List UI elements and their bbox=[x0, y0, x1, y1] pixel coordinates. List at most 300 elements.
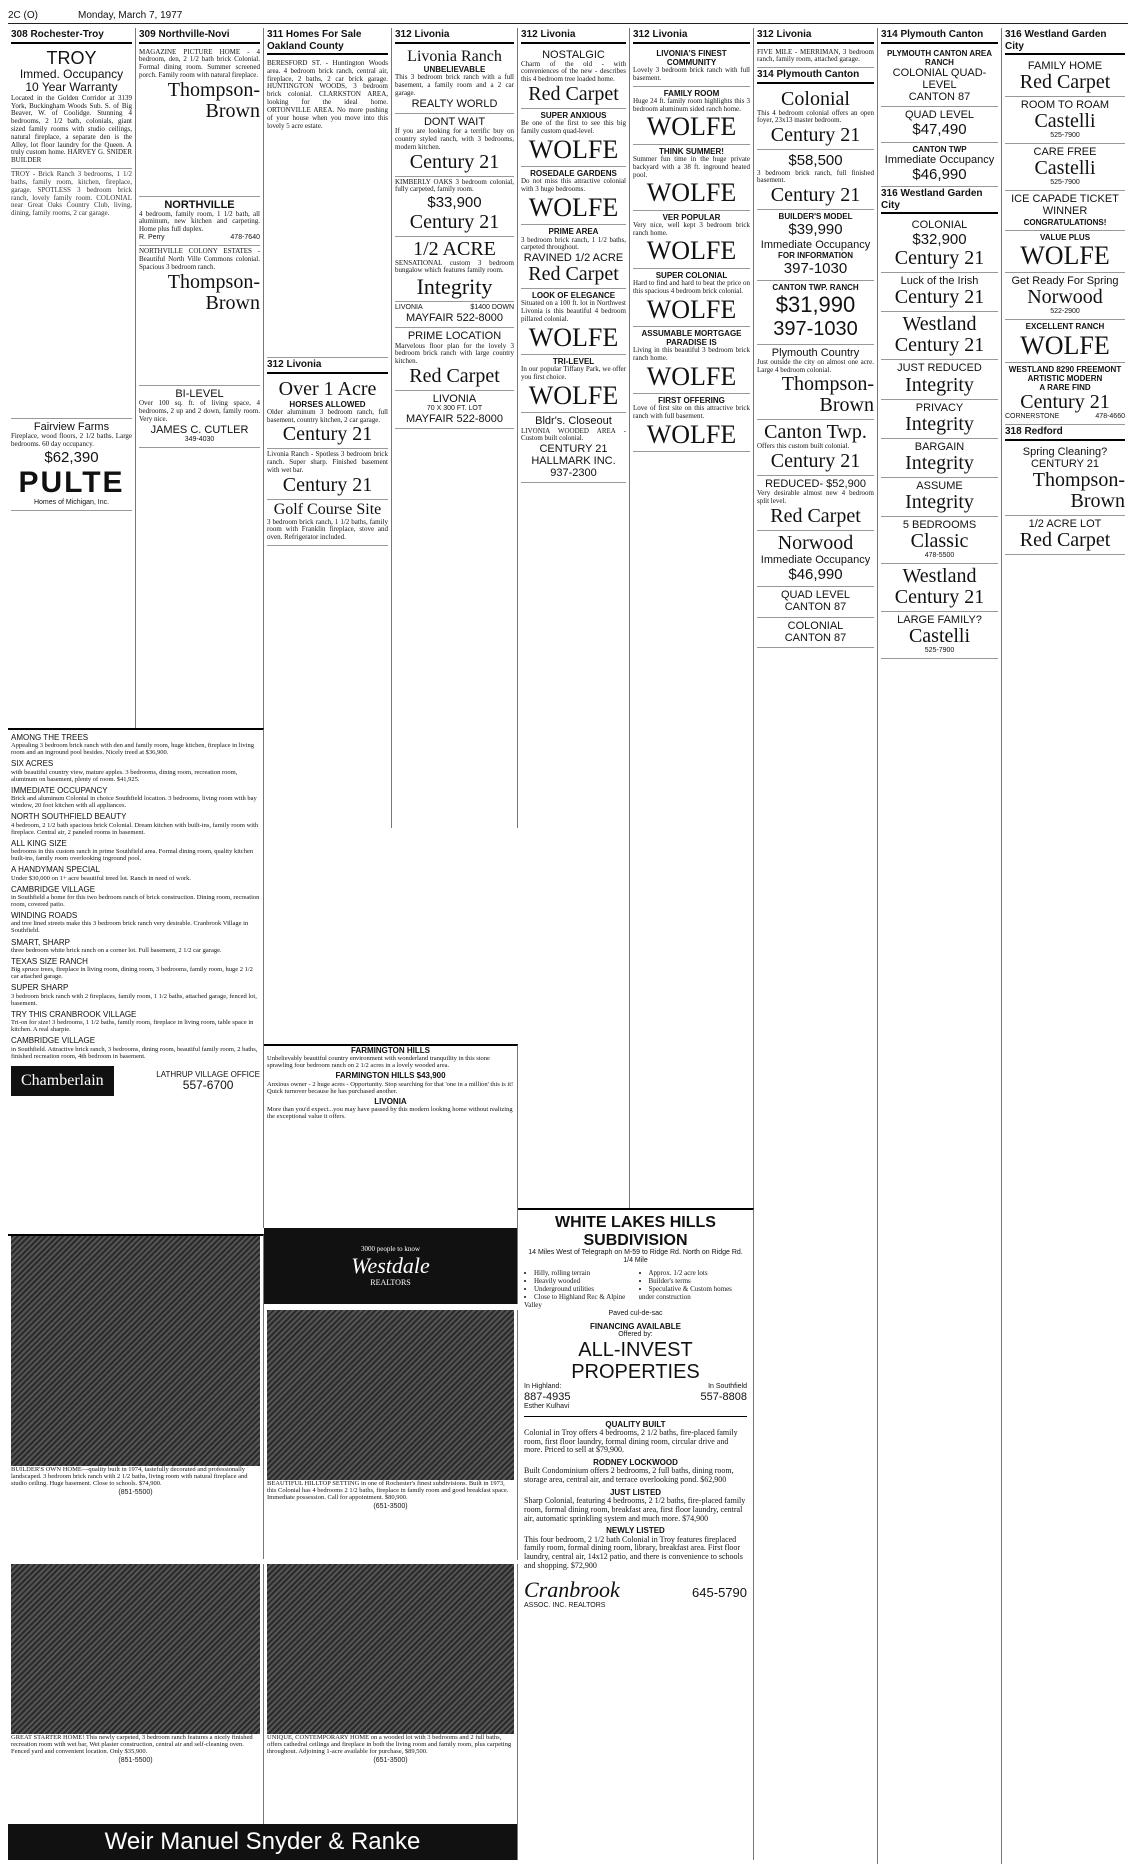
ad-title: PARADISE IS bbox=[666, 338, 717, 348]
ad-title: TROY bbox=[46, 47, 97, 68]
chamberlain-footer bbox=[11, 1066, 260, 1096]
office-label: LATHRUP VILLAGE OFFICE bbox=[156, 1069, 260, 1079]
highland-name: Esther Kulhavi bbox=[524, 1403, 570, 1411]
ad-title: EXCELLENT RANCH bbox=[1025, 322, 1105, 332]
photo-ad-1 bbox=[8, 1234, 264, 1559]
ad-subtitle: Immediate Occupancy bbox=[760, 554, 871, 566]
column-heading: 311 Homes For Sale Oakland County bbox=[267, 28, 388, 55]
norwood-logo: Norwood bbox=[777, 532, 854, 554]
ad-body: GREAT STARTER HOME! This newly carpeted, 3 bedroom ranch features a nicely finished recreation room with wet bar, Wet plaster construction, central air and self-cleaning oven. Fenced yard and convenient location. Only $35,900. bbox=[11, 1734, 253, 1756]
ad-title: JUST REDUCED bbox=[897, 362, 982, 375]
column-heading: 308 Rochester-Troy bbox=[11, 28, 132, 44]
weir-manuel-footer: Weir Manuel Snyder & Ranke bbox=[8, 1824, 518, 1860]
ad-subtitle: Immediate Occupancy bbox=[884, 153, 995, 166]
ad-title: COLONIAL bbox=[911, 219, 968, 232]
column-plymouth-canton bbox=[754, 28, 878, 1864]
ad-phone: 397-1030 bbox=[773, 317, 858, 340]
listing-title: SIX ACRES bbox=[11, 759, 54, 769]
column-heading: 318 Redford bbox=[1005, 425, 1125, 441]
castelli-phone: 525-7900 bbox=[924, 647, 955, 655]
ad-title: Livonia Ranch bbox=[407, 47, 502, 65]
listing-title: NORTH SOUTHFIELD BEAUTY bbox=[11, 812, 127, 822]
ad-title: WESTLAND 8290 FREEMONT bbox=[1008, 364, 1122, 374]
ad-body: BUILDER'S OWN HOME—quality built in 1974, tastefully decorated and professionally landscaped. 3 bedroom brick ranch with 2 1/2 baths, living room with natural fireplace and studio ceiling. Huge basement. Close to schools. $74,900. bbox=[11, 1466, 248, 1488]
ad-golf: Golf Course Site 3 bedroom brick ranch, 1 1/2 baths, family room with Franklin fireplace, stove and oven. Refrigerator included. bbox=[267, 500, 388, 546]
ad-half-acre bbox=[1005, 516, 1125, 555]
column-heading: 316 Westland Garden City bbox=[881, 187, 998, 214]
ad-title: Bldr's. Closeout bbox=[535, 415, 612, 428]
ad-title: Fairview Farms bbox=[33, 421, 110, 434]
listing-title: ALL KING SIZE bbox=[11, 838, 67, 848]
ad-large-family bbox=[881, 612, 998, 659]
ad-subtitle: Immed. Occupancy bbox=[19, 67, 124, 82]
westdale-banner bbox=[264, 1228, 518, 1304]
red-carpet-logo: Red Carpet bbox=[528, 263, 619, 286]
ad-prime: PRIME LOCATION Marvelous floor plan for the lovely 3 bedroom brick ranch with large country kitchen. Red Carpet bbox=[395, 328, 514, 391]
ad-subtitle: CANTON 87 bbox=[784, 631, 847, 644]
ad-title: ASSUMABLE MORTGAGE bbox=[641, 328, 742, 338]
agent-phone: 478-7640 bbox=[230, 234, 260, 242]
ad-title: QUAD LEVEL bbox=[904, 109, 975, 122]
listing-body: Built Condominium offers 2 bedrooms, 2 full baths, dining room, storage area, central air, and terrace overlooking pond. $62,900 bbox=[524, 1466, 734, 1485]
ad-title: NOSTALGIC bbox=[542, 48, 605, 61]
wolfe-logo: WOLFE bbox=[646, 361, 737, 391]
feature-item: • Heavily wooded bbox=[524, 1277, 633, 1285]
ad-title: WHITE LAKES HILLS SUBDIVISION bbox=[555, 1214, 716, 1249]
ad-title: ARTISTIC MODERN bbox=[1027, 374, 1103, 384]
ad-rosedale: ROSEDALE GARDENS Do not miss this attractive colonial with 3 huge bedrooms. WOLFE bbox=[521, 167, 626, 225]
ad-reduced: REDUCED- $52,900 Very desirable almost new 4 bedroom split level. Red Carpet bbox=[757, 476, 874, 531]
column-heading: 316 Westland Garden City bbox=[1005, 28, 1125, 55]
ad-title: Over 1 Acre bbox=[278, 377, 377, 400]
wolfe-logo: WOLFE bbox=[1020, 240, 1110, 270]
ad-super: SUPER ANXIOUS Be one of the first to see this big family custom quad-level. WOLFE bbox=[521, 109, 626, 167]
ad-quad bbox=[757, 587, 874, 617]
ad-title: QUAD LEVEL bbox=[780, 589, 851, 602]
red-carpet-logo: Red Carpet bbox=[1019, 71, 1111, 94]
ad-livonia-lot2 bbox=[395, 391, 514, 429]
ad-westland-freemont bbox=[1005, 363, 1125, 426]
listing-title: CAMBRIDGE VILLAGE bbox=[11, 884, 96, 894]
listing-title: AMONG THE TREES bbox=[11, 733, 89, 742]
wolfe-logo: WOLFE bbox=[646, 112, 737, 142]
ad-subtitle: UNBELIEVABLE bbox=[423, 65, 486, 75]
section-label: 2C (O) bbox=[8, 9, 38, 21]
classified-columns bbox=[8, 24, 1128, 1864]
listing-body: bedrooms in this custom ranch in prime Southfield area. Formal dining room, quality kitchen built-ins, family room overlooking inground pool. bbox=[11, 848, 254, 863]
ad-subtitle: Immediate Occupancy bbox=[760, 238, 871, 251]
ad-title: FARMINGTON HILLS $43,900 bbox=[335, 1071, 446, 1081]
ad-title: NORTHVILLE bbox=[164, 198, 235, 211]
ad-bilevel: BI-LEVEL Over 100 sq. ft. of living space, 4 bedrooms, 2 up and 2 down, family room. Very nice. JAMES C. CUTLER 349-4030 bbox=[139, 386, 260, 448]
ad-title: LIVONIA bbox=[432, 393, 477, 406]
wolfe-logo: WOLFE bbox=[528, 381, 619, 411]
ad-title: PLYMOUTH CANTON AREA RANCH bbox=[886, 48, 993, 67]
wolfe-logo: WOLFE bbox=[646, 420, 737, 450]
feature-lists bbox=[524, 1269, 747, 1309]
thompson-brown-logo: Thompson-Brown bbox=[781, 373, 874, 417]
listing-body: Brick and aluminum Colonial in choice Southfield location. 3 bedrooms, living room with bay window, 20 foot kitchen with all appliances. bbox=[11, 795, 257, 810]
column-rochester-troy bbox=[8, 28, 136, 728]
ad-title: THINK SUMMER! bbox=[659, 146, 724, 156]
listing-title: WINDING ROADS bbox=[11, 911, 78, 921]
ad-phone: 397-1030 bbox=[783, 259, 848, 277]
listing-body: with beautiful country view, mature apples. 3 bedrooms, dining room, recreation room, aluminum on basement, plenty of room. $41,925. bbox=[11, 768, 238, 783]
ad-title: LARGE FAMILY? bbox=[897, 613, 982, 626]
ad-price: $46,990 bbox=[912, 165, 967, 183]
southfield-phone: 557-8808 bbox=[700, 1390, 747, 1403]
farmington-listings bbox=[264, 1044, 518, 1228]
ad-over-acre: Over 1 Acre HORSES ALLOWED Older aluminum 3 bedroom ranch, full basement, country kitchen, 2 car garage. Century 21 bbox=[267, 377, 388, 450]
highland-label: In Highland: bbox=[524, 1382, 562, 1390]
ad-title: FAMILY HOME bbox=[1027, 60, 1103, 72]
listing-body: This four bedroom, 2 1/2 bath Colonial in Troy features fireplaced family room, formal dining room, library, breakfast area. First floor laundry, central air, 14x12 patio, and there is convenience to schools and shopping. $72,900 bbox=[524, 1534, 743, 1571]
ad-title: ASSUME bbox=[916, 479, 963, 492]
westdale-subtitle: REALTORS bbox=[370, 1278, 411, 1288]
ad-assumable: ASSUMABLE MORTGAGE PARADISE IS Living in this beautiful 3 bedroom brick ranch home. WOLFE bbox=[633, 327, 750, 394]
ad-title: LIVONIA bbox=[374, 1096, 407, 1106]
ad-livonia-ranch: Livonia Ranch UNBELIEVABLE This 3 bedroom brick ranch with a full basement, a family room and a 2 car garage. REALTY WORLD bbox=[395, 47, 514, 115]
ad-colonial: SUPER COLONIAL Hard to find and hard to beat the price on this spacious 4 bedroom brick colonial. WOLFE bbox=[633, 269, 750, 327]
ad-spring bbox=[1005, 273, 1125, 320]
ad-title: VALUE PLUS bbox=[1039, 232, 1091, 242]
column-livonia-2 bbox=[518, 28, 630, 1208]
ad-title: COLONIAL bbox=[787, 619, 844, 632]
ad-title: ROSEDALE GARDENS bbox=[530, 169, 617, 179]
chamberlain-logo: Chamberlain bbox=[11, 1066, 114, 1096]
ad-title: SUPER COLONIAL bbox=[655, 270, 728, 280]
listing-body: Colonial in Troy offers 4 bedrooms, 2 1/2 baths, fire-placed family room, first floor laundry, formal dining room, circular drive and more. Priced to sell at $79,900. bbox=[524, 1427, 738, 1455]
financing: FINANCING AVAILABLE bbox=[590, 1321, 681, 1331]
ad-title: BI-LEVEL bbox=[175, 388, 224, 401]
column-heading: 312 Livonia bbox=[757, 28, 874, 44]
feature-item: • Builder's terms bbox=[639, 1277, 748, 1285]
classic-logo: Classic bbox=[910, 529, 969, 552]
photo-ad-3 bbox=[8, 1564, 264, 1824]
hallmark-logo: HALLMARK INC. bbox=[531, 455, 616, 468]
cornerstone-logo: CORNERSTONE bbox=[1005, 413, 1060, 421]
century21-logo: Century 21 bbox=[894, 247, 985, 270]
listing-body: Under $30,000 on 1+ acre beautiful treed lot. Ranch in need of work. bbox=[11, 874, 192, 882]
ad-reduced bbox=[881, 360, 998, 399]
thompson-brown-logo: Thompson-Brown bbox=[167, 270, 260, 314]
red-carpet-logo: Red Carpet bbox=[528, 83, 619, 106]
ad-title: FIRST OFFERING bbox=[658, 396, 725, 406]
offered-by: Offered by: bbox=[618, 1330, 653, 1338]
column-heading: 312 Livonia bbox=[633, 28, 750, 44]
ad-body: Unbelievably beautiful country environment with wonderland tranquility in this stone sprawling four bedroom ranch on 2 1/2 acres in a lovely wooded area. bbox=[267, 1055, 490, 1070]
ad-prime-area: PRIME AREA 3 bedroom brick ranch, 1 1/2 baths, carpeted throughout. RAVINED 1/2 ACRE Red Carpet bbox=[521, 225, 626, 289]
photo-ad-4 bbox=[264, 1564, 518, 1824]
feature-item: • Underground utilities bbox=[524, 1285, 633, 1293]
ad-canton-ranch bbox=[757, 281, 874, 344]
ad-title: Golf Course Site bbox=[273, 500, 382, 518]
ad-misc-listings: TROY - Brick Ranch 3 bedrooms, 1 1/2 baths, family room, kitchen, fireplace, garage. SPOTLESS 3 bedroom brick ranch, lovely family room. COLONIAL near Great Oaks Country Club, living, dining, family rooms, 2 car garage. bbox=[11, 169, 132, 419]
ad-code: (851-5500) bbox=[118, 1757, 153, 1765]
ad-title: CANTON TWP. RANCH bbox=[772, 283, 859, 293]
ad-body: Located in the Golden Corridor at 3139 York, Buckingham Woods Sub. S. of Big Beaver, W. of Coolidge. Stunning 4 bedrooms, 2 1/2 bath, colonials, giant sized family rooms with studio ceilings, natural fireplace, a separate den is the Alley, lot floor laundry for the Queen. A truly custom home. HARVEY G. SNIDER BUILDER bbox=[11, 93, 132, 165]
integrity-logo: Integrity bbox=[905, 451, 974, 474]
century21-logo: Century 21 bbox=[409, 150, 500, 173]
listing-title: TEXAS SIZE RANCH bbox=[11, 956, 88, 966]
feature-item: • Approx. 1/2 acre lots bbox=[639, 1269, 748, 1277]
ad-title: 1/2 ACRE bbox=[413, 237, 496, 260]
ad-title: Get Ready For Spring bbox=[1011, 275, 1119, 288]
ad-closeout: Bldr's. Closeout LIVONIA WOODED AREA - Custom built colonial. CENTURY 21 HALLMARK INC. 937-2300 bbox=[521, 413, 626, 483]
ad-value bbox=[1005, 231, 1125, 273]
ad-quad bbox=[881, 107, 998, 142]
ad-livonia-ranch: Livonia Ranch - Spotless 3 bedroom brick ranch. Super sharp. Finished basement with wet bar. Century 21 bbox=[267, 449, 388, 499]
pulte-tagline: Homes of Michigan, Inc. bbox=[33, 499, 110, 507]
ad-merriman: FIVE MILE - MERRIMAN, 3 bedroom ranch, family room, attached garage. bbox=[757, 47, 874, 69]
ad-builders-model bbox=[757, 210, 874, 281]
listing-body: Appealing 3 bedroom brick ranch with den and family room, huge kitchen, fireplace in living room and an inground pool besides. Nicely treed at $36,900. bbox=[11, 742, 254, 757]
ad-troy bbox=[11, 47, 132, 170]
red-carpet-logo: Red Carpet bbox=[409, 365, 500, 388]
ad-irish bbox=[881, 273, 998, 312]
ad-assume bbox=[881, 478, 998, 517]
integrity-logo: Integrity bbox=[905, 373, 974, 396]
pulte-logo: PULTE bbox=[18, 466, 125, 500]
listing-title: A HANDYMAN SPECIAL bbox=[11, 865, 100, 875]
ad-price: $46,990 bbox=[788, 566, 843, 584]
ad-code: (651-3500) bbox=[373, 1503, 408, 1511]
house-photo bbox=[267, 1564, 514, 1734]
cranbrook-footer bbox=[524, 1577, 747, 1610]
ad-title: FAMILY ROOM bbox=[663, 88, 720, 98]
century21-logo: Century 21 bbox=[1020, 391, 1110, 414]
mayfair-phone: MAYFAIR 522-8000 bbox=[405, 413, 503, 426]
ad-colonial bbox=[881, 217, 998, 273]
column-heading: 309 Northville-Novi bbox=[139, 28, 260, 44]
listing-title: TRY THIS CRANBROOK VILLAGE bbox=[11, 1009, 137, 1019]
norwood-phone: 522-2900 bbox=[1050, 308, 1080, 316]
ad-title: Plymouth Country bbox=[771, 346, 860, 359]
ad-magazine: MAGAZINE PICTURE HOME - 4 bedroom, den, 2 1/2 bath brick Colonial. Formal dining room. Summer screened porch. Family room with natural fireplace. Thompson-Brown bbox=[139, 47, 260, 197]
castelli-logo: Castelli bbox=[908, 625, 971, 648]
cornerstone-phone: 478-4660 bbox=[1095, 413, 1125, 421]
ad-subtitle: HORSES ALLOWED bbox=[289, 399, 366, 409]
ad-half-acre: 1/2 ACRE SENSATIONAL custom 3 bedroom bungalow which features family room. Integrity bbox=[395, 237, 514, 303]
ad-elegance: LOOK OF ELEGANCE Situated on a 100 ft. lot in Northwest Livonia is this beautiful 4 bedroom pillared colonial. WOLFE bbox=[521, 289, 626, 355]
ad-westland bbox=[881, 312, 998, 360]
ad-subtitle: CANTON 87 bbox=[784, 601, 847, 614]
listing-body: three bedroom white brick ranch on a corner lot. Full basement, 2 1/2 car garage. bbox=[11, 946, 222, 954]
ad-finest: LIVONIA'S FINEST COMMUNITY Lovely 3 bedroom brick ranch with full basement. bbox=[633, 47, 750, 87]
house-photo bbox=[267, 1310, 514, 1480]
century21-logo: Century 21 bbox=[282, 473, 373, 496]
ad-first: FIRST OFFERING Love of first site on this attractive brick ranch with full basement. WOLFE bbox=[633, 394, 750, 452]
hallmark-phone: 937-2300 bbox=[550, 467, 597, 480]
ad-title: Luck of the Irish bbox=[900, 275, 979, 288]
ad-info: FOR INFORMATION bbox=[778, 250, 853, 260]
listing-body: Sharp Colonial, featuring 4 bedrooms, 2 1/2 baths, fire-placed family room, formal dining room, breakfast area, first floor laundry, central air, automatic sprinkling system and much more. $74,900 bbox=[524, 1496, 746, 1523]
listing-title: SUPER SHARP bbox=[11, 983, 69, 993]
listing-body: 3 bedroom brick ranch with 2 fireplaces, family room, 1 1/2 baths, attached garage, fenced lot, basement. bbox=[11, 992, 257, 1007]
ad-subtitle: 10 Year Warranty bbox=[25, 80, 118, 95]
feature-item: • Hilly, rolling terrain bbox=[524, 1269, 633, 1277]
ad-norwood bbox=[757, 531, 874, 587]
ad-price: $62,390 bbox=[44, 448, 99, 466]
chamberlain-listings bbox=[8, 728, 264, 1228]
office-phone: 557-6700 bbox=[182, 1077, 234, 1092]
wolfe-logo: WOLFE bbox=[1020, 330, 1110, 360]
wolfe-logo: WOLFE bbox=[528, 322, 619, 352]
listing-body: and tree lined streets make this 3 bedroom brick ranch very desirable. Cranbrook Village in Southfield. bbox=[11, 920, 249, 935]
century21-logo: Century 21 bbox=[282, 423, 373, 446]
ad-pulte bbox=[11, 419, 132, 511]
ad-title: REDUCED- $52,900 bbox=[765, 478, 866, 491]
century21-logo: Century 21 bbox=[770, 124, 861, 147]
ad-oakland-listings: BERESFORD ST. - Huntington Woods area. 4 bedroom brick ranch, central air, fireplace, 2 baths, 2 car brick garage. HUNTINGTON WOODS, 3 bedroom brick colonial. CLARKSTON AREA, looking for the ideal home. ORTONVILLE AREA. No more pushing of your house when you move into this lovely 5 acre estate. bbox=[267, 58, 388, 358]
house-photo bbox=[11, 1236, 260, 1466]
feature-item: • Close to Highland Rec & Alpine Valley bbox=[524, 1293, 633, 1309]
column-livonia-1 bbox=[392, 28, 518, 828]
ad-title: FARMINGTON HILLS bbox=[351, 1046, 430, 1055]
listing-body: in Southfield a home for this two bedroom ranch of brick construction. Dining room, recreation room, covered patio. bbox=[11, 893, 260, 908]
wolfe-logo: WOLFE bbox=[646, 236, 737, 266]
classic-phone: 478-5500 bbox=[924, 551, 955, 559]
ad-title: BARGAIN bbox=[914, 440, 965, 453]
ad-price: $33,900 bbox=[427, 194, 482, 212]
century21-logo: Century 21 bbox=[770, 450, 861, 473]
ad-paved: Paved cul-de-sac bbox=[608, 1309, 663, 1317]
listing-body: Big spruce trees, fireplace in living room, dining room, 3 bedrooms, family room, huge 2 1/2 car attached garage. bbox=[11, 966, 253, 981]
listing-title: QUALITY BUILT bbox=[605, 1419, 666, 1429]
ad-northville: NORTHVILLE 4 bedroom, family room, 1 1/2 bath, all aluminum, new kitchen and carpeting. Home plus full duplex. R. Perry 478-7640 bbox=[139, 197, 260, 247]
feature-item: • Speculative & Custom homes under construction bbox=[639, 1285, 748, 1301]
ad-price: $39,990 bbox=[788, 221, 843, 239]
cutler-phone: 349-4030 bbox=[184, 435, 215, 443]
listing-title: JUST LISTED bbox=[609, 1487, 662, 1497]
column-northville-novi bbox=[136, 28, 264, 728]
ad-subtitle: CONGRATULATIONS! bbox=[1023, 217, 1107, 227]
southfield-label: In Southfield bbox=[708, 1382, 747, 1390]
ad-five-bedrooms bbox=[881, 517, 998, 564]
ad-subtitle: CANTON 87 bbox=[908, 91, 971, 104]
ad-title: Spring Cleaning? bbox=[1022, 445, 1108, 458]
westdale-logo: Westdale bbox=[351, 1252, 430, 1278]
listing-title: NEWLY LISTED bbox=[606, 1526, 665, 1536]
column-oakland-county bbox=[264, 28, 392, 828]
listing-body: 4 bedroom, 2 1/2 bath spacious brick Colonial. Dream kitchen with built-ins, family room with fireplace. Central air, 2 paneled rooms in basement. bbox=[11, 821, 259, 836]
ad-ice-capade bbox=[1005, 191, 1125, 230]
ad-summer: THINK SUMMER! Summer fun time in the huge private backyard with a 38 ft. inground heated pool. WOLFE bbox=[633, 145, 750, 211]
column-heading: 312 Livonia bbox=[267, 358, 388, 374]
thompson-brown-logo: Thompson-Brown bbox=[167, 78, 260, 122]
ad-ranch bbox=[881, 47, 998, 108]
ad-body: More than you'd expect...you may have passed by this modern looking home without realizing the exceptional value it offers. bbox=[267, 1106, 513, 1121]
ad-popular: VER POPULAR Very nice, well kept 3 bedroom brick ranch home. WOLFE bbox=[633, 211, 750, 269]
ad-nostalgic: NOSTALGIC Charm of the old - with conveniences of the new - describes this 4 bedroom tree loaded home. Red Carpet bbox=[521, 47, 626, 110]
ad-roam bbox=[1005, 97, 1125, 144]
ad-privacy bbox=[881, 400, 998, 439]
column-heading: 314 Plymouth Canton bbox=[881, 28, 998, 44]
castelli-phone: 525-7900 bbox=[1050, 179, 1080, 187]
ad-spring-cleaning bbox=[1005, 444, 1125, 516]
ad-title: PRIVACY bbox=[915, 401, 964, 414]
ad-title: 5 BEDROOMS bbox=[902, 518, 977, 531]
ad-title: LIVONIA bbox=[395, 304, 423, 312]
ad-lot bbox=[395, 302, 514, 328]
ad-title: 1/2 ACRE LOT bbox=[1028, 518, 1102, 531]
ad-care-free bbox=[1005, 144, 1125, 191]
ad-westland2 bbox=[881, 564, 998, 612]
issue-date: Monday, March 7, 1977 bbox=[78, 9, 183, 21]
century21-logo: Century 21 bbox=[770, 184, 861, 207]
ad-title: ICE CAPADE TICKET WINNER bbox=[1011, 193, 1119, 218]
century21-logo: CENTURY 21 bbox=[1030, 458, 1100, 471]
ad-body: UNIQUE, CONTEMPORARY HOME on a wooded lot with 3 bedrooms and 2 full baths, offers cathedral ceilings and fireplace in both the living room and family room, plus carpeting throughout. Adjoining 1-acre available for purchase, $89,500. bbox=[267, 1734, 512, 1756]
feature-list-right bbox=[639, 1269, 748, 1309]
castelli-phone: 525-7900 bbox=[1050, 132, 1080, 140]
century21-logo: Century 21 bbox=[894, 334, 985, 357]
ad-title: BUILDER'S MODEL bbox=[778, 212, 853, 222]
cutler-logo: JAMES C. CUTLER bbox=[150, 423, 249, 436]
red-carpet-logo: Red Carpet bbox=[1019, 529, 1111, 552]
wolfe-logo: WOLFE bbox=[646, 294, 737, 324]
column-heading: 312 Livonia bbox=[395, 28, 514, 44]
ad-body: Fireplace, wood floors, 2 1/2 baths. Large bedrooms. 60 day occupancy. bbox=[11, 432, 132, 449]
ad-title: Westland bbox=[902, 564, 977, 587]
ad-bargain bbox=[881, 439, 998, 478]
ad-title: PRIME LOCATION bbox=[407, 330, 502, 343]
century21-logo: CENTURY 21 bbox=[539, 443, 608, 456]
ad-title: TRI-LEVEL bbox=[552, 357, 595, 367]
castelli-logo: Castelli bbox=[1034, 110, 1096, 133]
cranbrook-phone: 645-5790 bbox=[692, 1585, 747, 1601]
ad-dont-wait: DONT WAIT If you are looking for a terrific buy on country styled ranch, with 3 bedrooms, modern kitchen. Century 21 bbox=[395, 114, 514, 177]
white-lakes-ad bbox=[518, 1208, 754, 1860]
ad-title: LIVONIA'S FINEST COMMUNITY bbox=[656, 48, 727, 67]
ad-subtitle: COLONIAL QUAD-LEVEL bbox=[892, 66, 987, 91]
integrity-logo: Integrity bbox=[905, 412, 974, 435]
cranbrook-logo: Cranbrook bbox=[524, 1576, 620, 1602]
cranbrook-listings bbox=[524, 1416, 747, 1571]
ad-family: FAMILY ROOM Huge 24 ft. family room highlights this 3 bedroom aluminum sided ranch home. WOLFE bbox=[633, 87, 750, 145]
ad-body: Anxious owner - 2 huge acres - Opportunity. Stop searching for that 'one in a million' this is it! Quick turnover because he has purchased another. bbox=[267, 1080, 514, 1095]
highland-phone: 887-4935 bbox=[524, 1390, 571, 1403]
integrity-logo: Integrity bbox=[416, 274, 493, 300]
mayfair-phone: MAYFAIR 522-8000 bbox=[405, 312, 503, 325]
listing-body: in Southfield. Attractive brick ranch, 3 bedrooms, dining room, beautiful family room, 2 baths, finished recreation room, 4th bedroom in basement. bbox=[11, 1045, 258, 1060]
ad-33900: KIMBERLY OAKS 3 bedroom colonial, fully carpeted, family room. $33,900 Century 21 bbox=[395, 177, 514, 237]
column-heading: 312 Livonia bbox=[521, 28, 626, 44]
ad-title: ROOM TO ROAM bbox=[1020, 99, 1110, 112]
century21-logo: Century 21 bbox=[894, 585, 985, 608]
wolfe-logo: WOLFE bbox=[528, 134, 619, 164]
wolfe-logo: WOLFE bbox=[646, 178, 737, 208]
ad-colonial2 bbox=[757, 618, 874, 648]
allinvest-logo: ALL-INVEST PROPERTIES bbox=[571, 1338, 700, 1383]
masthead bbox=[8, 8, 1128, 24]
westdale-ring-text: 3000 people to know bbox=[361, 1244, 420, 1253]
listing-items bbox=[11, 733, 260, 1060]
photo-ad-2 bbox=[264, 1310, 518, 1560]
ad-excellent bbox=[1005, 320, 1125, 362]
ad-directions: 14 Miles West of Telegraph on M-59 to Ridge Rd. North on Ridge Rd. 1/4 Mile bbox=[528, 1249, 743, 1265]
ad-title: CANTON TWP bbox=[912, 144, 967, 154]
ad-price: $32,900 bbox=[912, 231, 967, 249]
ad-title: DONT WAIT bbox=[423, 116, 486, 129]
listing-body: Tri-on for size! 3 bedrooms, 1 1/2 baths, family room, fireplace in living room, table space in kitchen. A real sharpie. bbox=[11, 1019, 254, 1034]
ad-price: $58,500 bbox=[788, 152, 843, 170]
ad-family-home bbox=[1005, 58, 1125, 97]
ad-canton-twp: Canton Twp. Offers this custom built colonial. Century 21 bbox=[757, 420, 874, 476]
thompson-brown-logo: Thompson-Brown bbox=[1032, 469, 1125, 513]
ad-title: VER POPULAR bbox=[662, 212, 721, 222]
ad-title: RAVINED 1/2 ACRE bbox=[523, 252, 624, 265]
